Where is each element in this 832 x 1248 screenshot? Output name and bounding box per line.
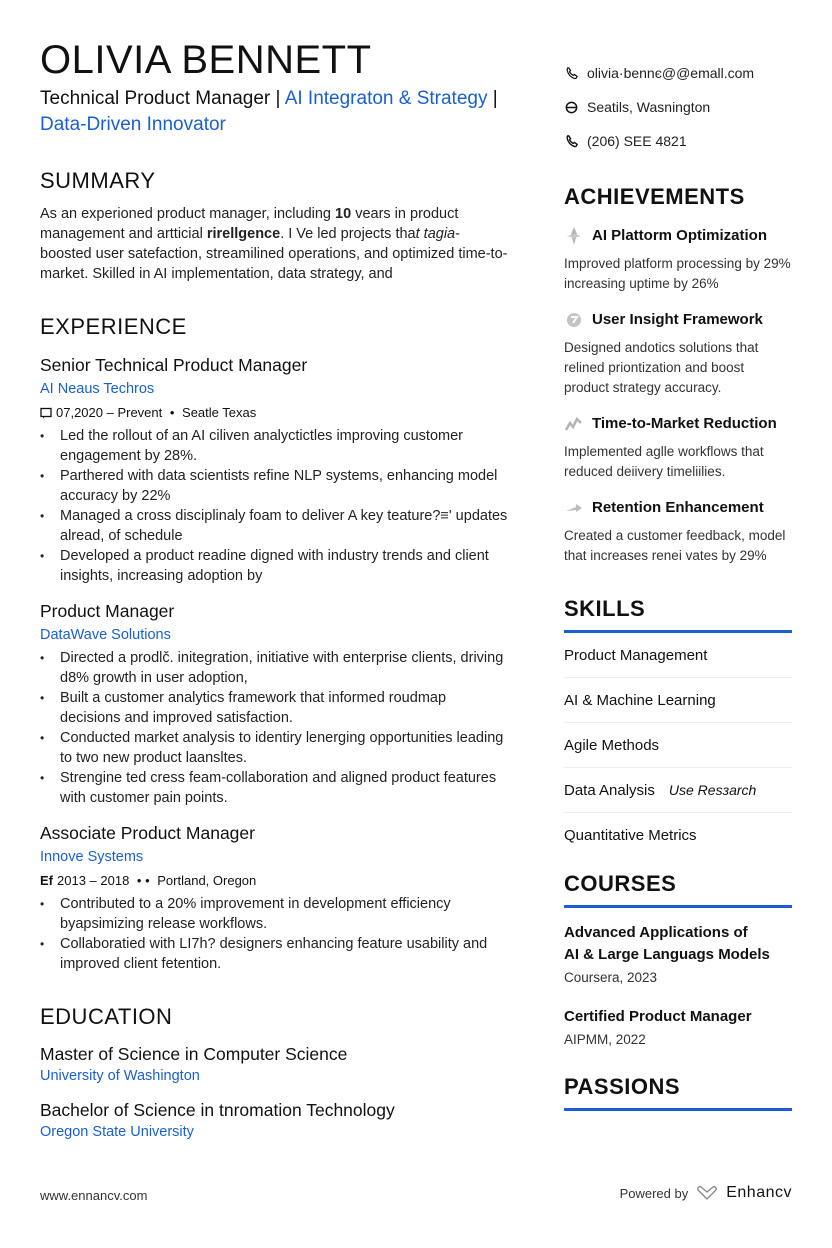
insight-icon	[564, 310, 584, 330]
email-text: olivia·bennє@@emall.com	[587, 65, 755, 81]
list-item: • Led the rollout of an AI ciliven analyctictles improving customer engagement by 28%.	[40, 426, 508, 466]
job-bullets	[40, 648, 508, 808]
course-provider: Coursera, 2023	[564, 970, 658, 985]
job-title: Associate Product Manager	[40, 823, 255, 843]
education-title: EDUCATION	[40, 1004, 173, 1029]
achievement-heading	[564, 414, 792, 434]
degree: Bachelor of Science in tnromation Technology	[40, 1100, 395, 1120]
achievement-desc: Created a customer feedback, model that increases renei vates by 29%	[564, 528, 786, 563]
job-dates-prefix: Ef	[40, 873, 53, 888]
job-entry	[40, 600, 508, 808]
summary-bold: rirellgence	[206, 226, 281, 242]
list-item: • Managed a cross disciplinaly foam to deliver A key teature?≡' updates alread, of schedule	[40, 506, 508, 546]
skills-list	[564, 633, 792, 857]
achievement-desc: Designed andotics solutions that relined priontization and boost product strategy accuracy.	[564, 340, 759, 395]
calendar-icon	[40, 407, 52, 419]
skill-extra: Use Resзarch	[668, 782, 757, 798]
list-item: • Developed a product readine digned with industry trends and client insights, increasing adoption by	[40, 546, 508, 586]
brand-name: Enhancv	[726, 1184, 792, 1201]
phone-text: (206) SEE 4821	[587, 133, 687, 149]
list-item: • Contributed to a 20% improvement in development efficiency byapsimizing release workflows.	[40, 894, 508, 934]
achievement-heading	[564, 226, 792, 246]
skills-title: SKILLS	[564, 596, 646, 621]
summary-text-part: As an experioned product manager, including	[40, 206, 336, 222]
footer-powered[interactable]	[620, 1184, 792, 1202]
achievement-title: Time-to-Market Reduction	[592, 415, 777, 432]
rocket-icon	[564, 226, 584, 246]
company-name: Innove Systems	[40, 849, 144, 865]
achievement-item	[564, 310, 792, 398]
list-item: • Strengine ted cress feam-collaboration and aligned product features with customer pain points.	[40, 768, 508, 808]
skill-label: Agile Methods	[564, 736, 660, 754]
job-bullets	[40, 426, 508, 586]
skill-item	[564, 813, 792, 857]
course-item	[564, 922, 792, 988]
candidate-name: OLIVIA BENNETT	[40, 38, 372, 82]
company-name: DataWave Solutions	[40, 627, 171, 643]
achievement-title: Retention Enhancement	[592, 499, 764, 516]
section-rule	[564, 1108, 792, 1111]
degree: Master of Science in Computer Science	[40, 1044, 348, 1064]
chart-icon	[564, 414, 584, 434]
achievements-title: ACHIEVEMENTS	[564, 184, 745, 209]
location-text: Seatils, Wasnington	[587, 99, 711, 115]
job-meta	[40, 404, 508, 422]
summary-text-part: vears in product management and artticial	[40, 206, 459, 242]
heart-logo-icon	[696, 1186, 718, 1200]
summary-text-part: -boosted user satefaction, streamilined operations, and optimized time-to-market. Skilled in AI implementation, data strategy, and	[40, 226, 508, 282]
achievement-heading	[564, 498, 792, 518]
left-column	[40, 38, 508, 1142]
right-column	[564, 56, 792, 1111]
achievement-item	[564, 226, 792, 294]
contact-phone[interactable]	[564, 124, 792, 158]
tagline	[40, 86, 508, 138]
phone-icon	[564, 134, 579, 149]
school: University of Washington	[40, 1068, 200, 1084]
list-item: • Collaboratied with LI7h? designers enhancing feature usability and improved client fetention.	[40, 934, 508, 974]
education-entry	[40, 1042, 508, 1086]
list-item: • Directed a prodlč. initegration, initiative with enterprise clients, driving d8% growth in user adoption,	[40, 648, 508, 688]
skill-item	[564, 633, 792, 678]
job-dates: 07,2020 – Prevent	[56, 405, 163, 420]
course-title: Advanced Applications of	[564, 924, 748, 941]
summary-text	[40, 204, 508, 284]
summary-text-part: . I Ve led projects tha	[280, 226, 416, 242]
education-entry	[40, 1098, 508, 1142]
location-icon	[564, 100, 579, 115]
courses-title: COURSES	[564, 871, 677, 896]
meta-dot: •	[166, 405, 179, 420]
achievement-item	[564, 414, 792, 482]
school: Oregon State University	[40, 1124, 194, 1140]
section-rule	[564, 905, 792, 908]
tagline-accent-1: AI Integraton & Strategy	[284, 88, 488, 109]
job-bullets	[40, 894, 508, 974]
job-location: Seatle Texas	[182, 405, 257, 420]
job-meta	[40, 872, 508, 890]
achievement-heading	[564, 310, 792, 330]
footer-website[interactable]: www.ennancv.com	[40, 1188, 148, 1203]
job-entry	[40, 354, 508, 586]
arrow-icon	[564, 498, 584, 518]
course-title-line2: AI & Large Languags Models	[564, 946, 770, 963]
achievement-desc: Improved platform processing by 29% increasing uptime by 26%	[564, 256, 791, 291]
tagline-role: Technical Product Manager |	[40, 88, 285, 109]
course-item	[564, 1006, 792, 1050]
skill-label: Data Analysis	[564, 781, 655, 799]
list-item: • Conducted market analysis to identiry lenerging opportunities leading to two new product laansltes.	[40, 728, 508, 768]
skill-item	[564, 723, 792, 768]
meta-dot: • •	[133, 873, 154, 888]
experience-title: EXPERIENCE	[40, 314, 187, 339]
job-title: Senior Technical Product Manager	[40, 355, 308, 375]
skill-item	[564, 768, 792, 813]
achievement-title: User Insight Framework	[592, 311, 763, 328]
contact-location	[564, 90, 792, 124]
summary-bold: 10	[335, 206, 352, 222]
course-provider: AIPMM, 2022	[564, 1032, 646, 1047]
course-title: Certified Product Manager	[564, 1008, 752, 1025]
job-entry	[40, 822, 508, 974]
achievement-desc: Implemented aglle workflows that reduced deiivery timeliilies.	[564, 444, 764, 479]
job-dates: 2013 – 2018	[57, 873, 130, 888]
skill-label: Product Management	[564, 646, 708, 664]
achievement-title: AI Plattorm Optimization	[592, 227, 768, 244]
list-item: • Parthered with data scientists refine NLP systems, enhancing model accuracy by 22%	[40, 466, 508, 506]
company-name: AI Neaus Techros	[40, 381, 155, 397]
job-title: Product Manager	[40, 601, 175, 621]
tagline-separator: |	[487, 88, 498, 109]
job-location: Portland, Oregon	[157, 873, 257, 888]
list-item: • Built a customer analytics framework that informed roudmap decisions and improved satisfaction.	[40, 688, 508, 728]
skill-label: AI & Machine Learning	[564, 691, 716, 709]
summary-italic: t tagia	[415, 226, 456, 242]
passions-title: PASSIONS	[564, 1074, 681, 1099]
skill-label: Quantitative Metrics	[564, 826, 697, 844]
tagline-accent-2: Data-Driven Innovator	[40, 114, 226, 135]
powered-by-text: Powered by	[619, 1185, 689, 1201]
phone-icon	[564, 66, 579, 81]
contact-email[interactable]	[564, 56, 792, 90]
skill-item	[564, 678, 792, 723]
summary-title: SUMMARY	[40, 168, 156, 193]
achievement-item	[564, 498, 792, 566]
